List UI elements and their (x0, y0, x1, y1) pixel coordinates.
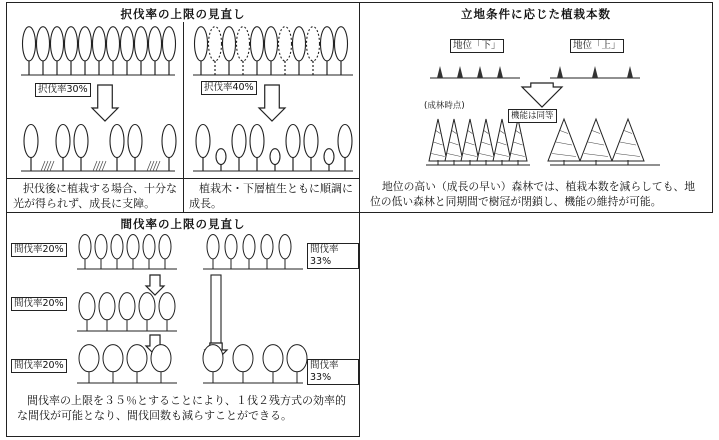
crown-mark (74, 125, 88, 158)
crown-mark (270, 149, 280, 165)
crown-mark (95, 234, 107, 258)
site-conditions-title: 立地条件に応じた植栽本数 (461, 7, 611, 21)
thinning-rate-20-label-a: 間伐率20% (11, 243, 67, 257)
seedling-mark (457, 66, 463, 78)
seedling-mark (627, 66, 633, 78)
thinning-rate-20-label-c: 間伐率20% (11, 359, 67, 373)
thinning-panel (6, 212, 360, 437)
seedling-mark (477, 66, 483, 78)
seedling-mark (437, 66, 443, 78)
crown-mark (261, 234, 273, 258)
down-arrow-mark (259, 85, 285, 121)
crown-mark (143, 234, 155, 258)
down-arrow-mark (522, 83, 562, 107)
crown-mark (196, 125, 210, 158)
crown-mark (279, 234, 291, 258)
crown-mark (209, 27, 222, 61)
thinning-rate-33-label-a: 間伐率33% (307, 243, 359, 269)
crown-mark (335, 27, 348, 61)
crown-mark (79, 293, 95, 320)
thinning-caption: 間伐率の上限を３５％とすることにより、１伐２残方式の効率的な間伐が可能となり、間伐回数も減らすことができる。 (17, 394, 346, 422)
down-arrow-mark (92, 85, 118, 121)
selection-caption-40: 植栽木・下層植生ともに順調に成長。 (189, 182, 353, 210)
crown-mark (250, 125, 264, 158)
crown-mark (159, 293, 175, 320)
thinning-rate-33-label-b: 間伐率33% (307, 359, 359, 385)
crown-mark (321, 27, 334, 61)
seedling-mark (557, 66, 563, 78)
crown-mark (232, 125, 246, 158)
crown-mark (243, 234, 255, 258)
crown-mark (307, 27, 320, 61)
crown-mark (159, 234, 171, 258)
crown-mark (127, 234, 139, 258)
crown-mark (149, 27, 162, 61)
site-grade-high-label: 地位「上」 (570, 39, 624, 53)
thinning-long-arrow-shaft-mark (211, 275, 221, 345)
crown-mark (324, 149, 334, 165)
crown-mark (151, 345, 171, 372)
crown-mark (163, 27, 176, 61)
crown-mark (37, 27, 50, 61)
selection-rate-30-label: 択伐率30% (35, 83, 91, 97)
crown-mark (103, 345, 123, 372)
crown-mark (79, 345, 99, 372)
selection-caption-rule (7, 178, 359, 179)
crown-mark (139, 293, 155, 320)
crown-mark (237, 27, 250, 61)
site-conditions-panel (359, 2, 713, 213)
crown-mark (23, 27, 36, 61)
site-grade-low-label: 地位「下」 (450, 39, 504, 53)
crown-mark (51, 27, 64, 61)
crown-mark (263, 345, 283, 372)
crown-mark (65, 27, 78, 61)
crown-mark (121, 27, 134, 61)
crown-mark (233, 345, 253, 372)
crown-mark (195, 27, 208, 61)
site-caption: 地位の高い（成長の早い）森林では、植栽本数を減らしても、地位の低い森林と同期間で樹冠が閉鎖し、機能の維持が可能。 (370, 180, 696, 208)
selection-caption-30: 択伐後に植栽する場合、十分な光が得られず、成長に支障。 (13, 182, 177, 210)
crown-mark (279, 27, 292, 61)
crown-mark (128, 125, 142, 158)
crown-mark (110, 125, 124, 158)
crown-mark (304, 125, 318, 158)
crown-mark (225, 234, 237, 258)
crown-mark (107, 27, 120, 61)
crown-mark (56, 125, 70, 158)
selection-rate-40-label: 択伐率40% (201, 81, 257, 95)
crown-mark (251, 27, 264, 61)
crown-mark (293, 27, 306, 61)
thinning-title: 間伐率の上限の見直し (120, 217, 246, 231)
crown-mark (223, 27, 236, 61)
crown-mark (207, 234, 219, 258)
crown-mark (265, 27, 278, 61)
crown-mark (162, 125, 176, 158)
crown-mark (135, 27, 148, 61)
crown-mark (79, 27, 92, 61)
crown-mark (99, 293, 115, 320)
crown-mark (119, 293, 135, 320)
crown-mark (286, 125, 300, 158)
crown-mark (127, 345, 147, 372)
crown-mark (287, 345, 307, 372)
selection-cutting-panel (6, 2, 360, 213)
crown-mark (111, 234, 123, 258)
crown-mark (203, 345, 223, 372)
selection-divider (183, 22, 184, 212)
crown-mark (338, 125, 352, 158)
seedling-mark (592, 66, 598, 78)
crown-mark (79, 234, 91, 258)
selection-cutting-title: 択伐率の上限の見直し (120, 7, 246, 21)
seedling-mark (497, 66, 503, 78)
site-function-equal-label: 機能は同等 (508, 109, 557, 123)
crown-mark (216, 149, 226, 165)
down-arrow-mark (146, 275, 164, 295)
crown-mark (93, 27, 106, 61)
crown-mark (24, 125, 38, 158)
thinning-rate-20-label-b: 間伐率20% (11, 297, 67, 311)
site-mature-label: (成林時点) (424, 101, 465, 111)
